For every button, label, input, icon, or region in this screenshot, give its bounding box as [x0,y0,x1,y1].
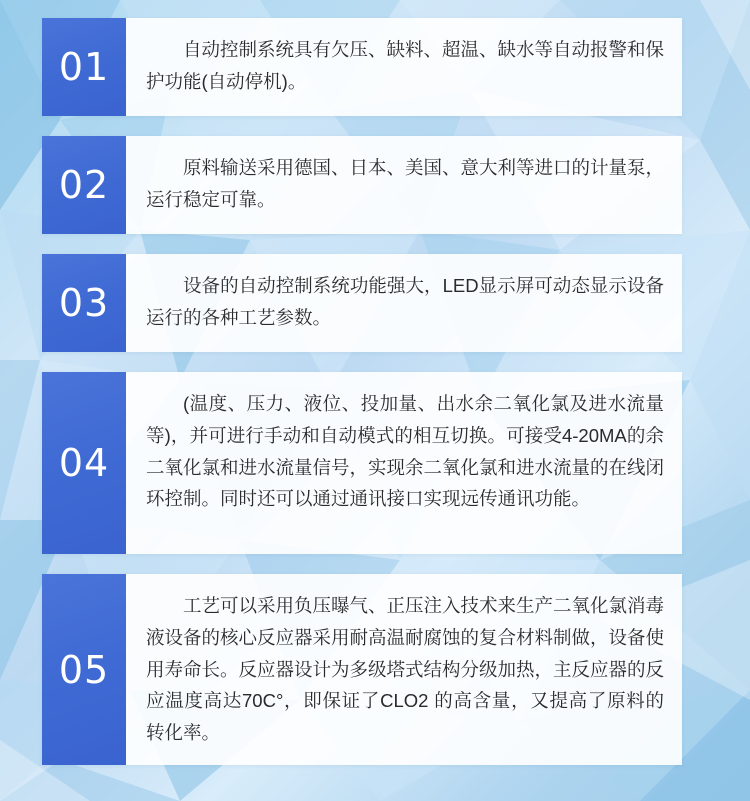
feature-text [126,254,682,352]
feature-number-badge: 01 [42,18,126,116]
feature-paragraph: 设备的自动控制系统功能强大，LED显示屏可动态显示设备运行的各种工艺参数。 [146,275,664,328]
feature-item [42,136,682,234]
feature-paragraph: 工艺可以采用负压曝气、正压注入技术来生产二氧化氯消毒液设备的核心反应器采用耐高温耐腐蚀的复合材料制做，设备使用寿命长。反应器设计为多级塔式结构分级加热，主反应器的反应温度高达70C°，即保证了CLO2 的高含量，又提高了原料的转化率。 [146,595,665,744]
feature-item [42,574,682,765]
feature-text [126,574,682,765]
feature-text [126,18,682,116]
feature-paragraph: 自动控制系统具有欠压、缺料、超温、缺水等自动报警和保护功能(自动停机)。 [146,39,665,92]
feature-item [42,372,682,554]
feature-text [126,372,682,554]
feature-number-badge: 04 [42,372,126,554]
feature-number-badge: 03 [42,254,126,352]
feature-paragraph: 原料输送采用德国、日本、美国、意大利等进口的计量泵，运行稳定可靠。 [146,157,665,210]
feature-text [126,136,682,234]
feature-item [42,254,682,352]
feature-paragraph: (温度、压力、液位、投加量、出水余二氧化氯及进水流量等)，并可进行手动和自动模式的相互切换。可接受4-20MA的余二氧化氯和进水流量信号，实现余二氧化氯和进水流量的在线闭环控制。同时还可以通过通讯接口实现远传通讯功能。 [146,393,665,510]
feature-number-badge: 05 [42,574,126,765]
feature-number-badge: 02 [42,136,126,234]
feature-item [42,18,682,116]
